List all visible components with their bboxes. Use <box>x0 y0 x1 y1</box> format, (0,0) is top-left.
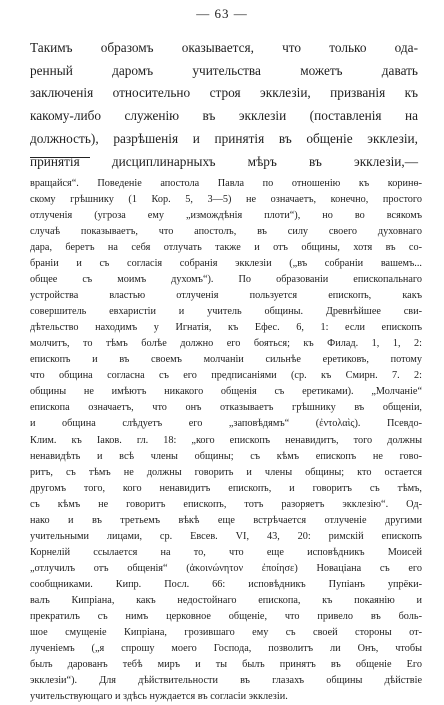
footnote-line: общины не имѣютъ никакого общенія съ еретиками). „Молчаніе“ <box>30 386 422 398</box>
page-number: — 63 — <box>196 6 248 21</box>
footnote-line: молчитъ, то тѣмъ болѣе должно его бояться; къ Филад. 1, 1, 2: <box>30 338 422 350</box>
footnote-line: и община слѣдуетъ его „заповѣдямъ“ (ἐντολαὶς). Псевдо- <box>30 418 422 430</box>
main-text-line: должность), разрѣшенія и принятія въ общеніе экклезіи, <box>30 130 418 146</box>
footnote-line: отлученія (угроза ему „измождѣнія плоти“), но во всякомъ <box>30 210 422 222</box>
footnote-line: епископъ и въ своемъ молчаніи сильнѣе еретиковъ, потому <box>30 354 422 366</box>
footnote-line: совершитель евхаристіи и учитель общины. Древнѣйшее сви- <box>30 306 422 318</box>
footnote-line: учительствующаго и здѣсь нуждается въ согласіи экклезіи. <box>30 691 288 702</box>
footnote-line: съ кѣмъ не говоритъ епископъ, тотъ разоряетъ экклезію“. Од- <box>30 498 422 510</box>
footnote-line: нако и въ третьемъ вѣкѣ еще встрѣчается отлученіе другими <box>30 514 422 526</box>
footnote-line: случаѣ показываетъ, что апостолъ, въ силу своего духовнаго <box>30 226 422 238</box>
footnote-line: общее съ моимъ духомъ“). По образованіи епископальнаго <box>30 274 422 286</box>
footnote-line: дѣтельство находимъ у Игнатія, къ Ефес. 6, 1: если епископъ <box>30 322 422 334</box>
footnote-line: скому грѣшнику (1 Кор. 5, 3—5) не означаетъ, конечно, простого <box>30 194 422 206</box>
footnote-line: Клим. къ Іаков. гл. 18: „кого епископъ ненавидитъ, того должны <box>30 434 422 446</box>
main-text-line: ренный даромъ учительства можетъ давать <box>30 62 418 78</box>
footnote-separator <box>30 157 90 158</box>
footnote-line: Корнелій ссылается на то, что еще исповѣдникъ Моисей <box>30 546 422 558</box>
footnote-line: епископа означаетъ, что онъ отказываетъ грѣшнику въ общеніи, <box>30 402 422 414</box>
footnote-line: „отлучилъ отъ общенія“ (ἀκοινώνητον ἐποίησε) Новаціана съ его <box>30 562 422 574</box>
footnote-line: былъ дарованъ тебѣ миръ и ты былъ принятъ въ общеніе Его <box>30 658 422 670</box>
main-text-line: заключенія относительно строя экклезіи, призванія къ <box>30 85 418 101</box>
footnote-line: шое смущеніе Кипріана, грозившаго ему съ своей стороны от- <box>30 626 422 638</box>
footnote-line: браніи и съ согласія собранія экклезіи („въ собраніи вашемъ... <box>30 258 422 270</box>
main-text <box>30 37 418 173</box>
footnote-line: вращайся“. Поведеніе апостола Павла по отношенію къ коринѳ- <box>30 178 422 189</box>
footnote-line: прекратилъ съ нимъ церковное общеніе, что привело въ боль- <box>30 610 422 622</box>
footnote-line: сообщниками. Кипр. Посл. 66: исповѣдникъ Пупіанъ упрёки- <box>30 578 422 590</box>
footnote-line: лученіемъ („я спрошу моего Господа, позволитъ ли Онъ, чтобы <box>30 642 422 654</box>
main-text-line: принятія дисциплинарныхъ мѣръ въ экклезіи,— <box>30 153 418 169</box>
footnote <box>30 176 422 705</box>
footnote-line: экклезіи“). Для дѣйствительности въ глазахъ общины дѣйствіе <box>30 674 422 686</box>
footnote-line: другомъ того, кого ненавидитъ епископъ, и говоритъ съ тѣмъ, <box>30 482 422 494</box>
footnote-line: устройства властью отлученія пользуется епископъ, какъ <box>30 290 422 302</box>
footnote-line: учительными лицами, ср. Евсев. VI, 43, 20: римскій епископъ <box>30 530 422 542</box>
footnote-line: валъ Кипріана, какъ недостойнаго епископа, къ покаянію и <box>30 594 422 606</box>
footnote-line: что община согласна съ его предписаніями (ср. къ Смирн. 7. 2: <box>30 370 422 382</box>
footnote-line: ритъ, съ тѣмъ не должны говорить и члены общины; кто остается <box>30 466 422 478</box>
main-text-line: какому-либо служенію въ экклезіи (поставленія на <box>30 108 418 124</box>
footnote-line: ненавидѣть и всѣ члены общины; съ кѣмъ епископъ не гово- <box>30 450 422 462</box>
footnote-line: дара, беретъ на себя отлучать также и отъ общины, хотя въ со- <box>30 242 422 254</box>
main-text-line: Такимъ образомъ оказывается, что только ода- <box>30 40 418 55</box>
